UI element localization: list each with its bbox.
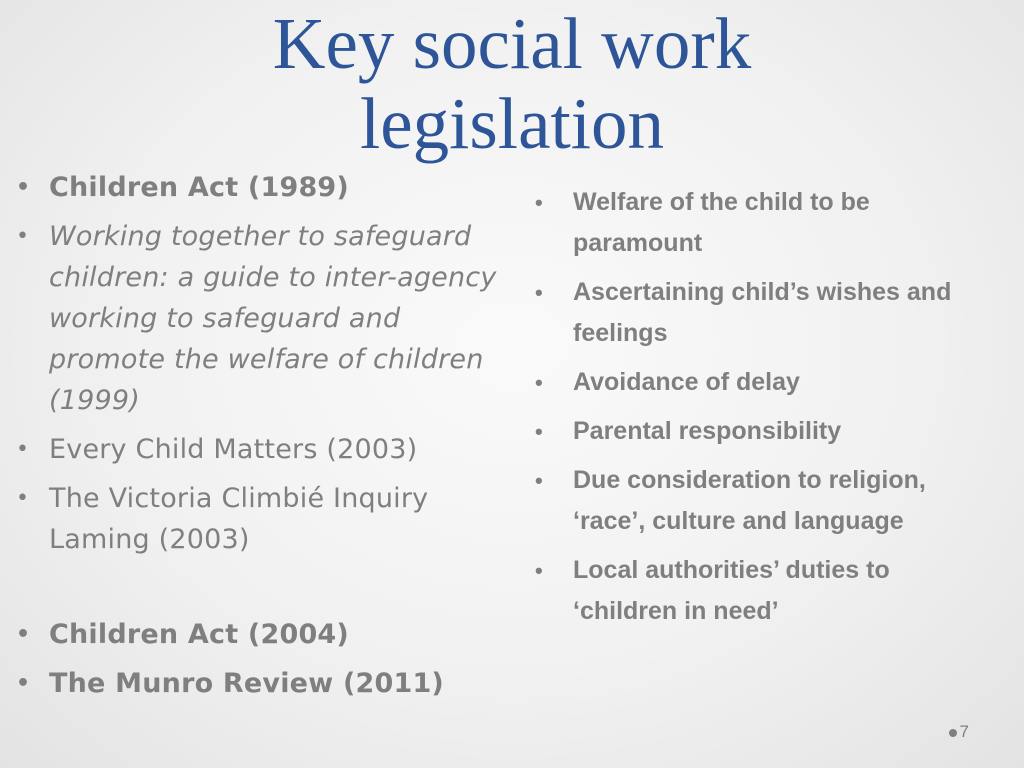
bullet-icon: • — [16, 224, 30, 249]
legislation-item-climbie-inquiry — [10, 478, 520, 560]
legislation-item-working-together — [10, 216, 520, 421]
legislation-item-label: Children Act (2004) — [49, 619, 349, 650]
legislation-item-label: The Munro Review (2011) — [49, 668, 444, 699]
slide-title-line-1: Key social work — [272, 3, 752, 84]
bullet-icon: • — [16, 175, 31, 200]
legislation-item-label: Children Act (1989) — [49, 172, 349, 203]
principle-item — [533, 362, 973, 403]
principle-item-label: Local authorities’ duties to ‘children in need’ — [573, 556, 890, 625]
legislation-item-munro-review — [10, 663, 520, 704]
slide-number-label: 7 — [959, 722, 969, 741]
principle-item-label: Parental responsibility — [573, 417, 842, 445]
legislation-item-label: The Victoria Climbié Inquiry Laming (2003) — [49, 483, 429, 555]
slide-title-line-2: legislation — [359, 83, 665, 164]
legislation-item-label: Working together to safeguard children: a guide to inter-agency working to safeguard and promote the welfare of children (1999) — [49, 221, 497, 416]
bullet-icon: • — [535, 190, 543, 215]
principle-item-label: Ascertaining child’s wishes and feelings — [573, 278, 952, 347]
bullet-icon: • — [535, 419, 543, 444]
slide-number-dot-icon — [949, 729, 957, 737]
legislation-list — [10, 167, 520, 712]
slide-title — [0, 0, 1024, 164]
bullet-icon: • — [16, 622, 31, 647]
bullet-icon: • — [16, 671, 31, 696]
principle-item — [533, 182, 973, 264]
principle-item — [533, 272, 973, 354]
bullet-icon: • — [535, 558, 543, 583]
legislation-item-every-child-matters — [10, 429, 520, 470]
principle-item — [533, 460, 973, 542]
principle-item-label: Due consideration to religion, ‘race’, culture and language — [573, 466, 926, 535]
principles-list — [533, 182, 973, 640]
slide-number — [949, 722, 969, 742]
legislation-item-children-act-2004 — [10, 614, 520, 655]
bullet-icon: • — [16, 437, 30, 462]
principle-item-label: Avoidance of delay — [573, 368, 800, 396]
bullet-icon: • — [535, 468, 543, 493]
principle-item — [533, 411, 973, 452]
legislation-item-children-act-1989 — [10, 167, 520, 208]
bullet-icon: • — [535, 370, 543, 395]
bullet-icon: • — [16, 486, 30, 511]
principle-item-label: Welfare of the child to be paramount — [573, 188, 870, 257]
bullet-icon: • — [535, 280, 543, 305]
legislation-item-label: Every Child Matters (2003) — [49, 434, 418, 465]
principle-item — [533, 550, 973, 632]
